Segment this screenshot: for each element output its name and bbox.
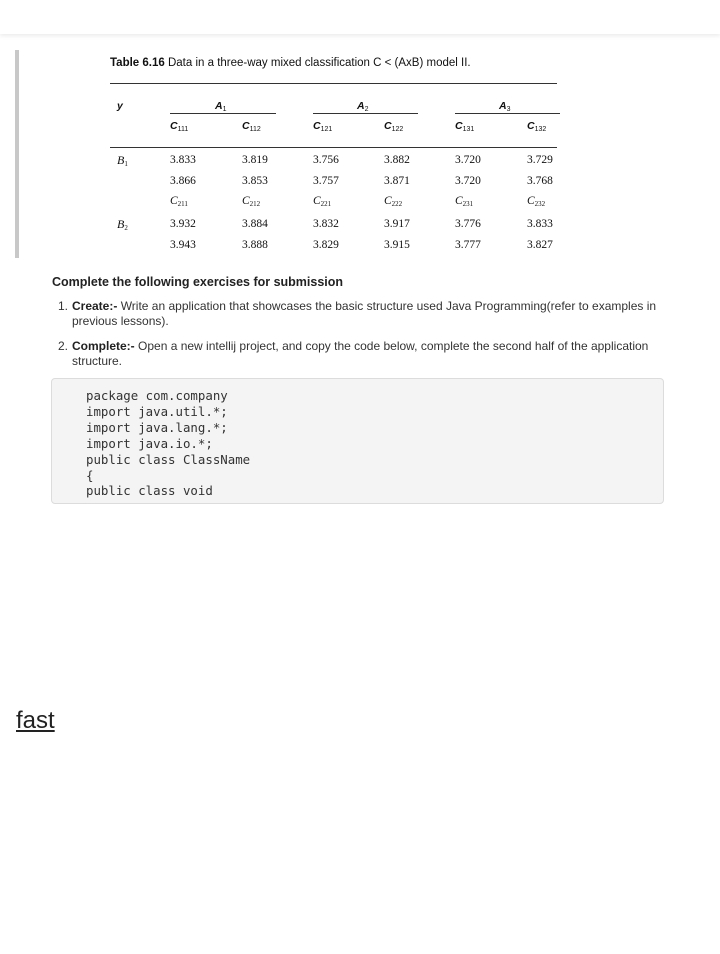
table-cell: 3.884 [242, 218, 268, 230]
column-header-c121: $C_{121}$ [313, 120, 333, 133]
fast-link[interactable]: fast [16, 707, 55, 734]
table-cell: 3.882 [384, 154, 410, 166]
table-cell: 3.943 [170, 239, 196, 251]
group-underline [313, 113, 418, 114]
table-cell: 3.833 [170, 154, 196, 166]
code-text: package com.company import java.util.*; import java.lang.*; import java.io.*; public class ClassName { public class void [86, 388, 251, 499]
table-cell: 3.827 [527, 239, 553, 251]
group-header-a1: $A_1$ [215, 100, 227, 113]
b2-column-label-c221: $C_{221}$ [313, 195, 332, 208]
exercise-item-2 [58, 339, 663, 369]
table-cell: 3.720 [455, 175, 481, 187]
group-header-a3: $A_3$ [499, 100, 511, 113]
group-underline [455, 113, 560, 114]
row-label-b1: $B_1$ [117, 153, 128, 168]
table-cell: 3.756 [313, 154, 339, 166]
column-header-c111: $C_{111}$ [170, 120, 189, 133]
table-cell: 3.729 [527, 154, 553, 166]
table-cell: 3.866 [170, 175, 196, 187]
table-cell: 3.776 [455, 218, 481, 230]
exercise-number: 1. [58, 299, 69, 313]
table-cell: 3.853 [242, 175, 268, 187]
y-label: y [117, 100, 123, 112]
b2-column-label-c212: $C_{212}$ [242, 195, 261, 208]
exercise-item-1 [58, 299, 663, 329]
top-bar [0, 0, 720, 34]
column-header-c112: $C_{112}$ [242, 120, 261, 133]
exercise-keyword: Complete:- [72, 339, 135, 353]
group-header-a2: $A_2$ [357, 100, 369, 113]
table-title: Data in a three-way mixed classification C < (AxB) model II. [167, 57, 471, 69]
b2-column-label-c232: $C_{232}$ [527, 195, 546, 208]
table-cell: 3.833 [527, 218, 553, 230]
table-cell: 3.829 [313, 239, 339, 251]
column-header-c132: $C_{132}$ [527, 120, 547, 133]
table-cell: 3.888 [242, 239, 268, 251]
b2-column-label-c231: $C_{231}$ [455, 195, 474, 208]
table-cell: 3.819 [242, 154, 268, 166]
table-cell: 3.720 [455, 154, 481, 166]
table-cell: 3.757 [313, 175, 339, 187]
table-cell: 3.768 [527, 175, 553, 187]
row-label-b2: $B_2$ [117, 217, 128, 232]
exercise-text: Open a new intellij project, and copy the code below, complete the second half of the application structure. [72, 339, 649, 368]
exercise-text: Write an application that showcases the basic structure used Java Programming(refer to examples in previous lessons). [72, 299, 657, 328]
table-number: Table 6.16 [110, 57, 165, 69]
table-cell: 3.915 [384, 239, 410, 251]
table-top-rule [110, 83, 557, 84]
group-underline [170, 113, 276, 114]
b2-column-label-c211: $C_{211}$ [170, 195, 188, 208]
table-cell: 3.917 [384, 218, 410, 230]
column-header-c122: $C_{122}$ [384, 120, 404, 133]
table-caption [110, 57, 471, 69]
b2-column-label-c222: $C_{222}$ [384, 195, 403, 208]
exercises-heading: Complete the following exercises for submission [52, 275, 344, 289]
table-header-rule [110, 147, 557, 148]
table-cell: 3.932 [170, 218, 196, 230]
code-block[interactable] [51, 378, 664, 504]
quote-rule [15, 50, 19, 258]
exercise-keyword: Create:- [72, 299, 118, 313]
exercise-number: 2. [58, 339, 69, 353]
table-cell: 3.832 [313, 218, 339, 230]
table-cell: 3.871 [384, 175, 410, 187]
table-cell: 3.777 [455, 239, 481, 251]
column-header-c131: $C_{131}$ [455, 120, 475, 133]
